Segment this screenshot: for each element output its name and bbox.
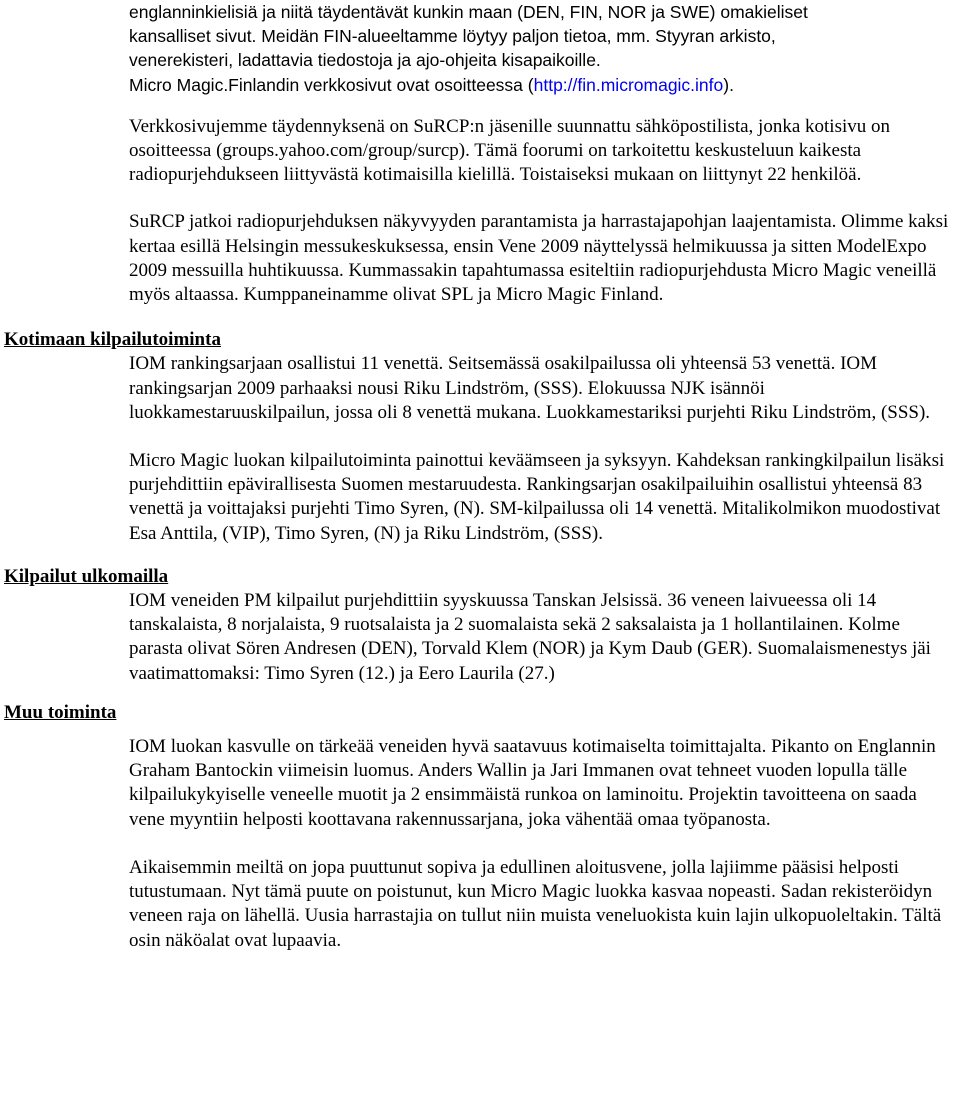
visibility-paragraph: SuRCP jatkoi radiopurjehduksen näkyvyyden parantamista ja harrastajapohjan laajentamista. Olimme kaksi kertaa esillä Helsingin messukeskuksessa, ensin Vene 2009 näyttelyssä helmikuussa ja sitten ModelExpo 2009 messuilla huhtikuussa. Kummassakin tapahtumassa esiteltiin radiopurjehdusta Micro Magic veneillä myös altaassa. Kumppaneinamme olivat SPL ja Micro Magic Finland. <box>129 211 949 306</box>
micromagic-link[interactable]: http://fin.micromagic.info <box>533 74 724 95</box>
intro-block <box>129 0 951 97</box>
section-heading-muu: Muu toiminta <box>4 701 117 723</box>
section-heading-kotimaan: Kotimaan kilpailutoiminta <box>4 329 221 351</box>
mailing-list-paragraph: Verkkosivujemme täydennyksenä on SuRCP:n jäsenille suunnattu sähköpostilista, jonka kotisivu on osoitteessa (groups.yahoo.com/group/surcp). Tämä foorumi on tarkoitettu keskusteluun kaikesta radiopurjehdukseen liittyvästä kotimaisilla kielillä. Toistaiseksi mukaan on liittynyt 22 henkilöä. <box>129 115 890 186</box>
muu-paragraph-2: Aikaisemmin meiltä on jopa puuttunut sopiva ja edullinen aloitusvene, jolla lajiimme pääsisi helposti tutustumaan. Nyt tämä puute on poistunut, kun Micro Magic luokka kasvaa nopeasti. Sadan rekisteröidyn veneen raja on lähellä. Uusia harrastajia on tullut niin muista veneluokista kuin lajin ulkopuoleltakin. Tältä osin näköalat ovat lupaavia. <box>129 856 942 951</box>
intro-line-4 <box>129 73 951 97</box>
intro-line-2: kansalliset sivut. Meidän FIN-alueeltamme löytyy paljon tietoa, mm. Styyran arkisto, <box>129 26 776 47</box>
intro-line-3: venerekisteri, ladattavia tiedostoja ja ajo-ohjeita kisapaikoille. <box>129 50 601 71</box>
kotimaan-paragraph-1: IOM rankingsarjaan osallistui 11 venettä. Seitsemässä osakilpailussa oli yhteensä 53 venettä. IOM rankingsarjan 2009 parhaaksi nousi Riku Lindström, (SSS). Elokuussa NJK isännöi luokkamestaruuskilpailun, jossa oli 8 venettä mukana. Luokkamestariksi purjehti Riku Lindström, (SSS). <box>129 353 931 423</box>
ulkomailla-paragraph-1: IOM veneiden PM kilpailut purjehdittiin syyskuussa Tanskan Jelsissä. 36 veneen laivueessa oli 14 tanskalaista, 8 norjalaista, 9 ruotsalaista ja 2 suomalaista sekä 2 saksalaista ja 1 hollantilainen. Kolme parasta olivat Sören Andresen (DEN), Torvald Klem (NOR) ja Kym Daub (GER). Suomalaismenestys jäi vaatimattomaksi: Timo Syren (12.) ja Eero Laurila (27.) <box>129 590 931 684</box>
section-heading-ulkomailla: Kilpailut ulkomailla <box>4 565 169 587</box>
intro-line-1: englanninkielisiä ja niitä täydentävät kunkin maan (DEN, FIN, NOR ja SWE) omakieliset <box>129 2 808 22</box>
intro-line-4-suffix: ). <box>723 74 734 95</box>
intro-line-4-prefix: Micro Magic.Finlandin verkkosivut ovat osoitteessa ( <box>129 74 534 95</box>
muu-paragraph-1: IOM luokan kasvulle on tärkeää veneiden hyvä saatavuus kotimaiselta toimittajalta. Pikanto on Englannin Graham Bantockin viimeisin luomus. Anders Wallin ja Jari Immanen ovat tehneet vuoden lopulla tälle kilpailukykyiselle veneelle muotit ja 2 ensimmäistä runkoa on laminoitu. Projektin tavoitteena on saada vene myyntiin helposti koottavana rakennussarjana, joka vähentää omaa työpanosta. <box>129 736 936 830</box>
kotimaan-paragraph-2: Micro Magic luokan kilpailutoiminta painottui keväämseen ja syksyyn. Kahdeksan rankingkilpailun lisäksi purjehdittiin epävirallisesta Suomen mestaruudesta. Rankingsarjan osakilpailuihin osallistui yhteensä 83 venettä ja voittajaksi purjehti Timo Syren, (N). SM-kilpailussa oli 14 venettä. Mitalikolmikon muodostivat Esa Anttila, (VIP), Timo Syren, (N) ja Riku Lindström, (SSS). <box>129 450 945 544</box>
